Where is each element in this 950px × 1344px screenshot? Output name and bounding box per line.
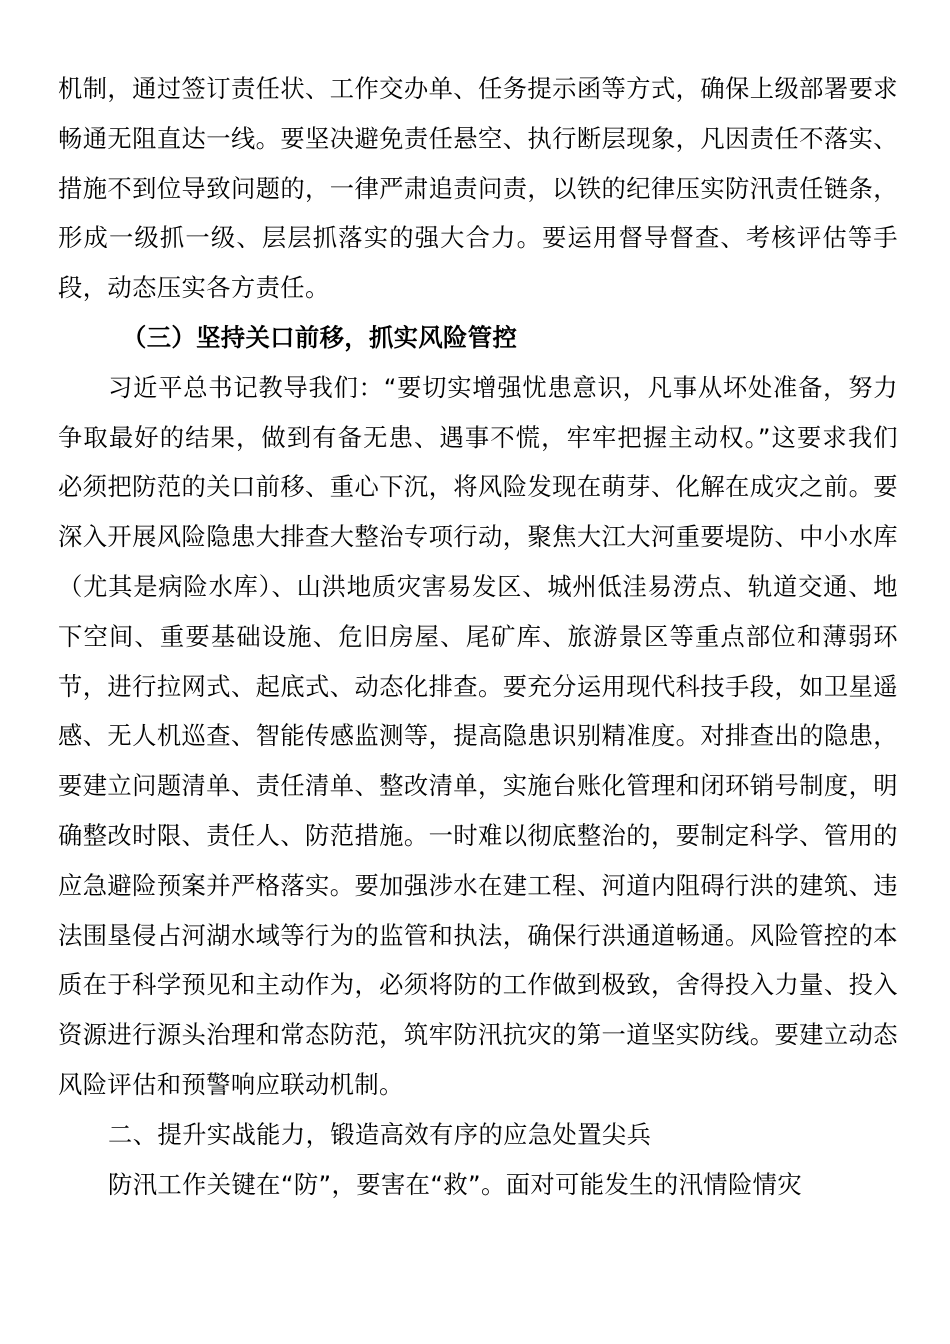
paragraph-responsibility-continued: 机制，通过签订责任状、工作交办单、任务提示函等方式，确保上级部署要求畅通无阻直达一线。要坚决避免责任悬空、执行断层现象，凡因责任不落实、措施不到位导致问题的，一律严肃追责问责，以铁的纪律压实防汛责任链条，形成一级抓一级、层层抓落实的强大合力。要运用督导督查、考核评估等手段，动态压实各方责任。 — [58, 74, 898, 303]
subheading-risk-control: （三）坚持关口前移，抓实风险管控 — [122, 322, 518, 352]
section-heading-emergency-response: 二、提升实战能力，锻造高效有序的应急处置尖兵 — [108, 1119, 652, 1149]
document-page — [58, 64, 898, 1209]
paragraph-flood-rescue: 防汛工作关键在“防”，要害在“救”。面对可能发生的汛情险情灾 — [108, 1169, 803, 1199]
paragraph-risk-control: 习近平总书记教导我们：“要切实增强忧患意识，凡事从坏处准备，努力争取最好的结果，做到有备无患、遇事不慌，牢牢把握主动权。”这要求我们必须把防范的关口前移、重心下沉，将风险发现在萌芽、化解在成灾之前。要深入开展风险隐患大排查大整治专项行动，聚焦大江大河重要堤防、中小水库（尤其是病险水库）、山洪地质灾害易发区、城州低洼易涝点、轨道交通、地下空间、重要基础设施、危旧房屋、尾矿库、旅游景区等重点部位和薄弱环节，进行拉网式、起底式、动态化排查。要充分运用现代科技手段，如卫星遥感、无人机巡查、智能传感监测等，提高隐患识别精准度。对排查出的隐患，要建立问题清单、责任清单、整改清单，实施台账化管理和闭环销号制度，明确整改时限、责任人、防范措施。一时难以彻底整治的，要制定科学、管用的应急避险预案并严格落实。要加强涉水在建工程、河道内阻碍行洪的建筑、违法围垦侵占河湖水域等行为的监管和执法，确保行洪通道畅通。风险管控的本质在于科学预见和主动作为，必须将防的工作做到极致，舍得投入力量、投入资源进行源头治理和常态防范，筑牢防汛抗灾的第一道坚实防线。要建立动态风险评估和预警响应联动机制。 — [58, 372, 898, 1099]
